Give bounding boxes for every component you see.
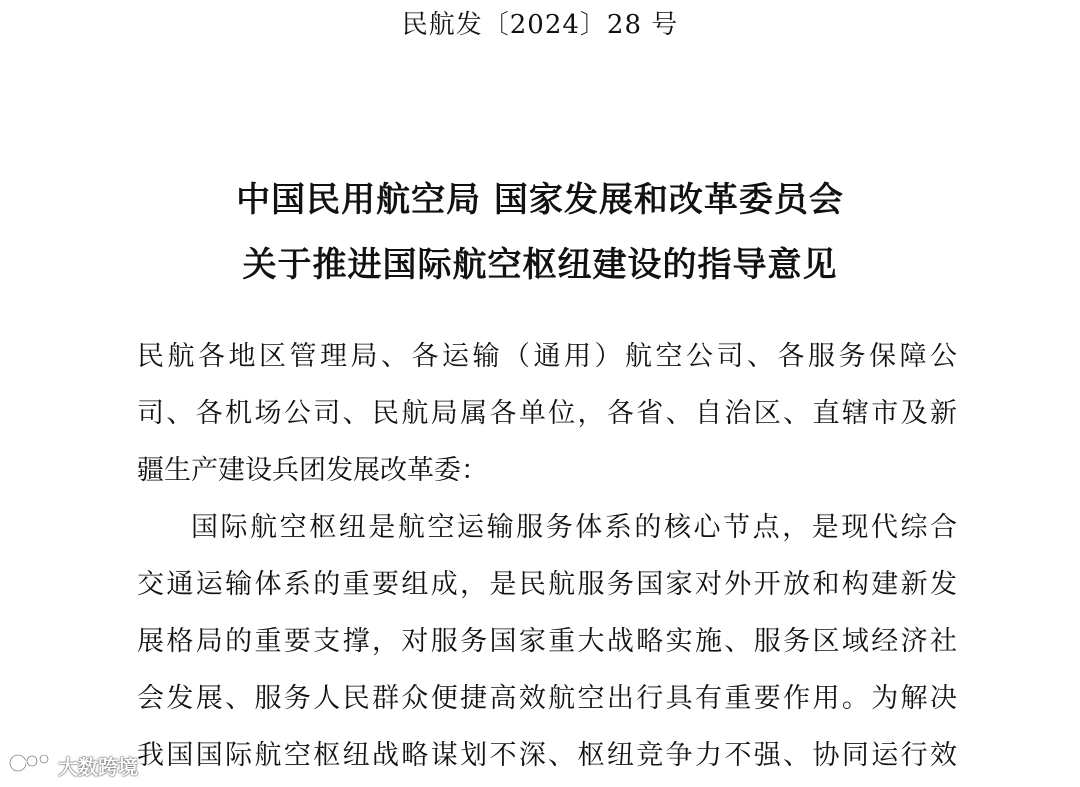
paragraph-line-5: 我国国际航空枢纽战略谋划不深、枢纽竞争力不强、协同运行效 — [137, 740, 957, 771]
brand-logo-icon — [8, 749, 52, 782]
paragraph-line-3: 展格局的重要支撑，对服务国家重大战略实施、服务区域经济社 — [137, 626, 957, 657]
addressee-line-2: 司、各机场公司、民航局属各单位，各省、自治区、直辖市及新 — [137, 398, 957, 429]
paragraph-line-4: 会发展、服务人民群众便捷高效航空出行具有重要作用。为解决 — [137, 683, 957, 714]
watermark — [8, 748, 138, 782]
paragraph-line-2: 交通运输体系的重要组成，是民航服务国家对外开放和构建新发 — [137, 569, 957, 600]
addressee-line-1: 民航各地区管理局、各运输（通用）航空公司、各服务保障公 — [137, 341, 957, 372]
document-title-line-2: 关于推进国际航空枢纽建设的指导意见 — [242, 245, 838, 285]
paragraph-line-1: 国际航空枢纽是航空运输服务体系的核心节点，是现代综合 — [191, 512, 957, 543]
document-title-line-1: 中国民用航空局 国家发展和改革委员会 — [236, 180, 844, 220]
addressee-line-3: 疆生产建设兵团发展改革委： — [137, 455, 488, 486]
document-number: 民航发〔2024〕28 号 — [401, 10, 679, 40]
watermark-text: 大数跨境 — [58, 754, 138, 779]
